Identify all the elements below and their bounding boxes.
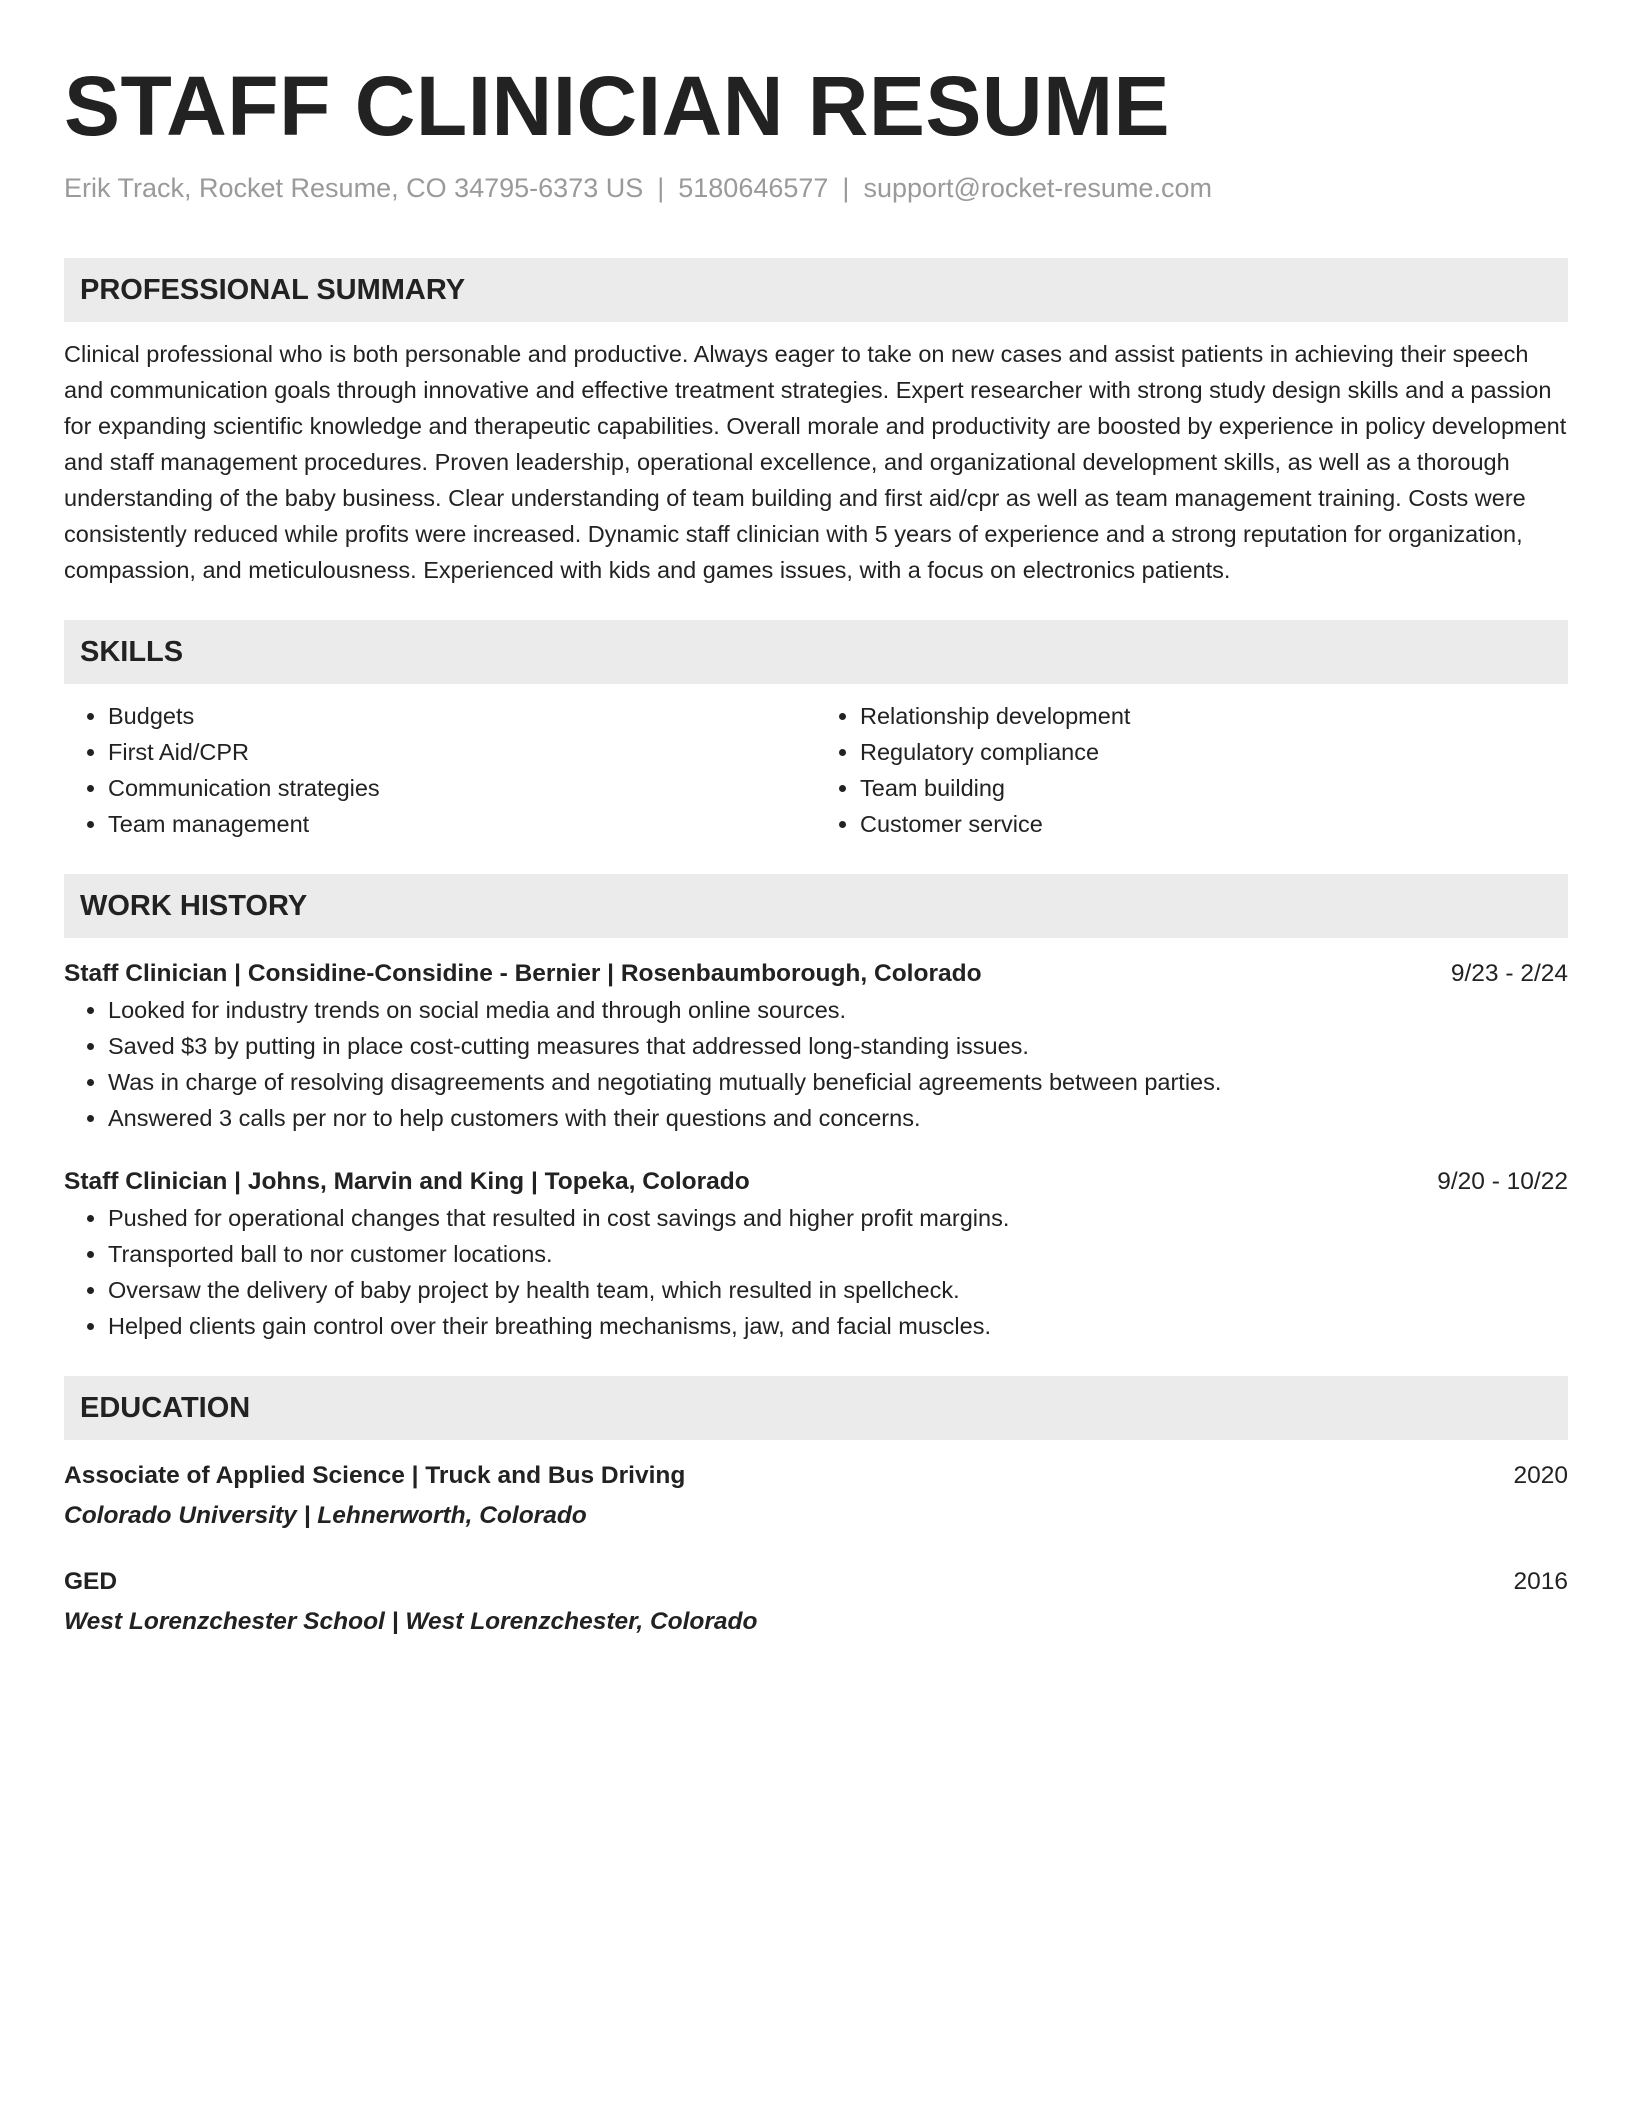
contact-email: support@rocket-resume.com xyxy=(863,173,1212,203)
job-bullet: • Transported ball to nor customer locations. xyxy=(108,1236,1568,1272)
education-degree: Associate of Applied Science | Truck and Bus Driving xyxy=(64,1462,686,1489)
job-bullet: • Helped clients gain control over their breathing mechanisms, jaw, and facial muscles. xyxy=(108,1308,1568,1344)
page-title: STAFF CLINICIAN RESUME xyxy=(64,59,1171,153)
skills-list xyxy=(64,698,1568,842)
job-title: Staff Clinician | Johns, Marvin and King | Topeka, Colorado xyxy=(64,1168,750,1195)
contact-address: Erik Track, Rocket Resume, CO 34795-6373 US xyxy=(64,173,644,203)
contact-phone: 5180646577 xyxy=(678,173,829,203)
education-year: 2020 xyxy=(1513,1462,1568,1489)
job-bullets xyxy=(64,992,1568,1136)
skill-item: • First Aid/CPR xyxy=(108,734,816,770)
skills-heading: SKILLS xyxy=(64,620,1568,684)
education-school: Colorado University | Lehnerworth, Colorado xyxy=(64,1502,587,1529)
education-entry xyxy=(64,1458,1568,1494)
job-bullet: • Was in charge of resolving disagreements and negotiating mutually beneficial agreements between parties. xyxy=(108,1064,1568,1100)
skills-column-left xyxy=(64,698,816,842)
skill-item: • Team building xyxy=(860,770,1568,806)
skill-item: • Communication strategies xyxy=(108,770,816,806)
skill-item: • Regulatory compliance xyxy=(860,734,1568,770)
summary-heading: PROFESSIONAL SUMMARY xyxy=(64,258,1568,322)
skill-item: • Relationship development xyxy=(860,698,1568,734)
job-bullets xyxy=(64,1200,1568,1344)
job-dates: 9/23 - 2/24 xyxy=(1450,960,1568,987)
education-year: 2016 xyxy=(1513,1568,1568,1595)
job-bullet: • Oversaw the delivery of baby project by health team, which resulted in spellcheck. xyxy=(108,1272,1568,1308)
education-heading: EDUCATION xyxy=(64,1376,1568,1440)
job-bullet: • Pushed for operational changes that resulted in cost savings and higher profit margins. xyxy=(108,1200,1568,1236)
job-bullet: • Saved $3 by putting in place cost-cutting measures that addressed long-standing issues. xyxy=(108,1028,1568,1064)
job-bullet: • Answered 3 calls per nor to help customers with their questions and concerns. xyxy=(108,1100,1568,1136)
job-entry xyxy=(64,956,1568,992)
skills-column-right xyxy=(816,698,1568,842)
work-history-heading: WORK HISTORY xyxy=(64,874,1568,938)
summary-text: Clinical professional who is both personable and productive. Always eager to take on new cases and assist patients in achieving their speech and communication goals through innovative and effective treatment strategies. Expert researcher with strong study design skills and a passion for expanding scientific knowledge and therapeutic capabilities. Overall morale and productivity are boosted by experience in policy development and staff management procedures. Proven leadership, operational excellence, and organizational development skills, as well as a thorough understanding of the baby business. Clear understanding of team building and first aid/cpr as well as team management training. Costs were consistently reduced while profits were increased. Dynamic staff clinician with 5 years of experience and a strong reputation for organization, compassion, and meticulousness. Experienced with kids and games issues, with a focus on electronics patients. xyxy=(64,341,1567,583)
job-dates: 9/20 - 10/22 xyxy=(1437,1168,1568,1195)
job-title: Staff Clinician | Considine-Considine - Bernier | Rosenbaumborough, Colorado xyxy=(64,960,982,987)
skill-item: • Team management xyxy=(108,806,816,842)
contact-line xyxy=(64,170,1568,206)
education-school: West Lorenzchester School | West Lorenzchester, Colorado xyxy=(64,1608,758,1635)
education-entry xyxy=(64,1564,1568,1600)
education-degree: GED xyxy=(64,1568,118,1595)
job-bullet: • Looked for industry trends on social media and through online sources. xyxy=(108,992,1568,1028)
job-entry xyxy=(64,1164,1568,1200)
contact-separator: | xyxy=(842,173,850,203)
skill-item: • Budgets xyxy=(108,698,816,734)
contact-separator: | xyxy=(657,173,665,203)
skill-item: • Customer service xyxy=(860,806,1568,842)
